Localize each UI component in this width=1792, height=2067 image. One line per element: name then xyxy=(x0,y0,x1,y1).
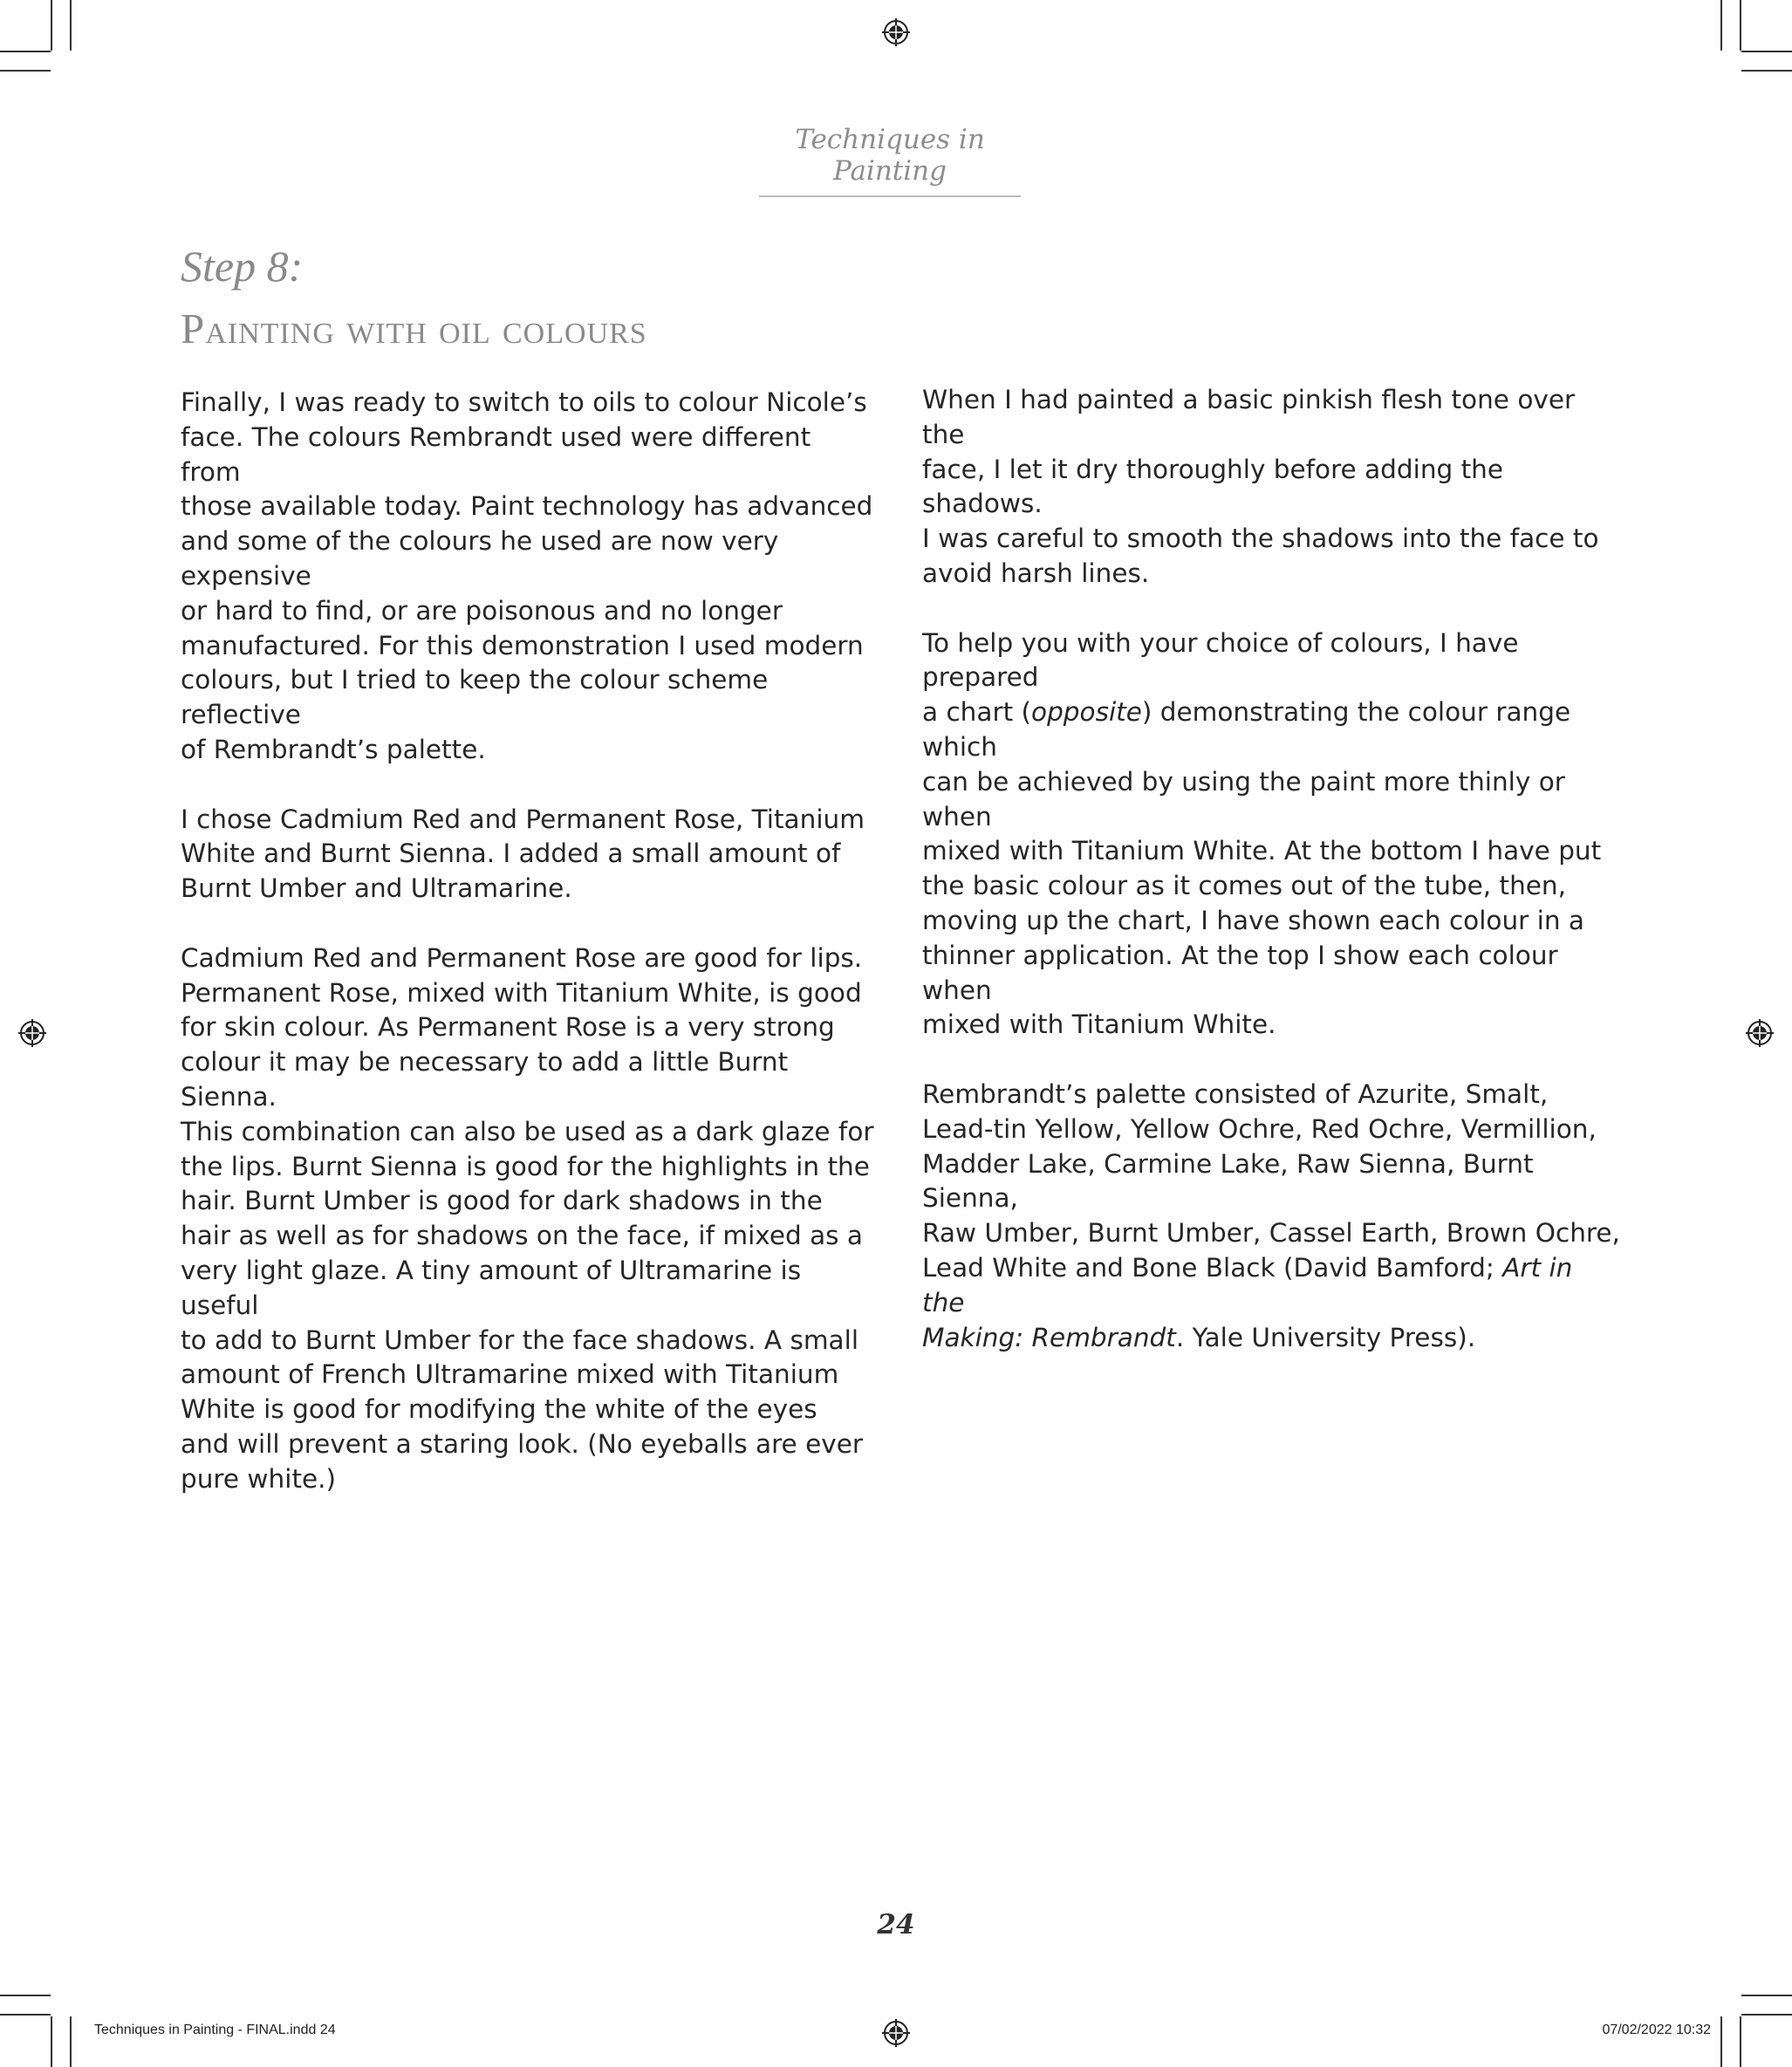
page-number: 24 xyxy=(877,1909,915,1940)
crop-mark xyxy=(1740,2016,1741,2067)
text-run: ) demonstrating the colour range which can be achieved by using the paint more thinly or when mixed with Titanium White. At the bottom I have put the basic colour as it comes out of the tube, then, moving up the chart, I have shown each colour in a thinner application. At the top I show each colour when mixed with Titanium White. xyxy=(922,697,1602,1040)
text-run: To help you with your choice of colours, I have prepared a chart ( xyxy=(922,627,1519,728)
emphasis-text: opposite xyxy=(1031,697,1142,728)
section-title: Painting with oil colours xyxy=(181,305,647,352)
crop-mark xyxy=(1740,0,1741,51)
crop-mark xyxy=(1741,70,1792,72)
crop-mark xyxy=(1741,1995,1792,1996)
registration-mark-icon xyxy=(882,2019,910,2047)
crop-mark xyxy=(1720,2016,1722,2067)
right-column xyxy=(922,383,1620,1390)
crop-mark xyxy=(70,2016,72,2067)
crop-mark xyxy=(0,2014,51,2016)
slug-timestamp: 07/02/2022 10:32 xyxy=(1602,2023,1711,2037)
step-label: Step 8: xyxy=(181,242,304,291)
paragraph: When I had painted a basic pinkish flesh tone over the face, I let it dry thoroughly before adding the shadows. I was careful to smooth the shadows into the face to avoid harsh lines. xyxy=(922,385,1599,588)
paragraph xyxy=(922,626,1620,1044)
book-title: Art in the Making: Rembrandt xyxy=(922,1252,1573,1352)
paragraph: Finally, I was ready to switch to oils to colour Nicole’s face. The colours Rembrandt used were different from those available today. Paint technology has advanced and some of the colours he used are now very expensive or hard to find, or are poisonous and no longer manufactured. For this demonstration I used modern colours, but I tried to keep the colour scheme reflective of Rembrandt’s palette. xyxy=(181,387,873,764)
running-head: Techniques in Painting xyxy=(759,124,1021,197)
crop-mark xyxy=(0,1995,51,1996)
paragraph: I chose Cadmium Red and Permanent Rose, Titanium White and Burnt Sienna. I added a small amount of Burnt Umber and Ultramarine. xyxy=(181,804,865,904)
left-column xyxy=(181,386,879,1531)
registration-mark-icon xyxy=(882,18,910,46)
crop-mark xyxy=(1720,0,1722,51)
slug-file-info: Techniques in Painting - FINAL.indd 24 xyxy=(94,2023,336,2037)
crop-mark xyxy=(1741,51,1792,52)
crop-mark xyxy=(70,0,72,51)
text-run: Rembrandt’s palette consisted of Azurite, Smalt, Lead-tin Yellow, Yellow Ochre, Red Ochre, Vermillion, Madder Lake, Carmine Lake, Raw Sienna, Burnt Sienna, Raw Umber, Burnt Umber, Cassel Earth, Brown Ochre, Lead White and Bone Black (David Bamford; xyxy=(922,1078,1620,1283)
crop-mark xyxy=(1741,2014,1792,2016)
crop-mark xyxy=(0,70,51,72)
registration-mark-icon xyxy=(1746,1019,1774,1047)
registration-mark-icon xyxy=(18,1019,46,1047)
crop-mark xyxy=(0,51,51,52)
text-run: . Yale University Press). xyxy=(1175,1322,1476,1352)
crop-mark xyxy=(51,2016,52,2067)
crop-mark xyxy=(51,0,52,51)
paragraph xyxy=(922,1078,1620,1355)
paragraph: Cadmium Red and Permanent Rose are good for lips. Permanent Rose, mixed with Titanium White, is good for skin colour. As Permanent Rose is a very strong colour it may be necessary to add a little Burnt Sienna. This combination can also be used as a dark glaze for the lips. Burnt Sienna is good for the highlights in the hair. Burnt Umber is good for dark shadows in the hair as well as for shadows on the face, if mixed as a very light glaze. A tiny amount of Ultramarine is useful to add to Burnt Umber for the face shadows. A small amount of French Ultramarine mixed with Titanium White is good for modifying the white of the eyes and will prevent a staring look. (No eyeballs are ever pure white.) xyxy=(181,942,874,1494)
